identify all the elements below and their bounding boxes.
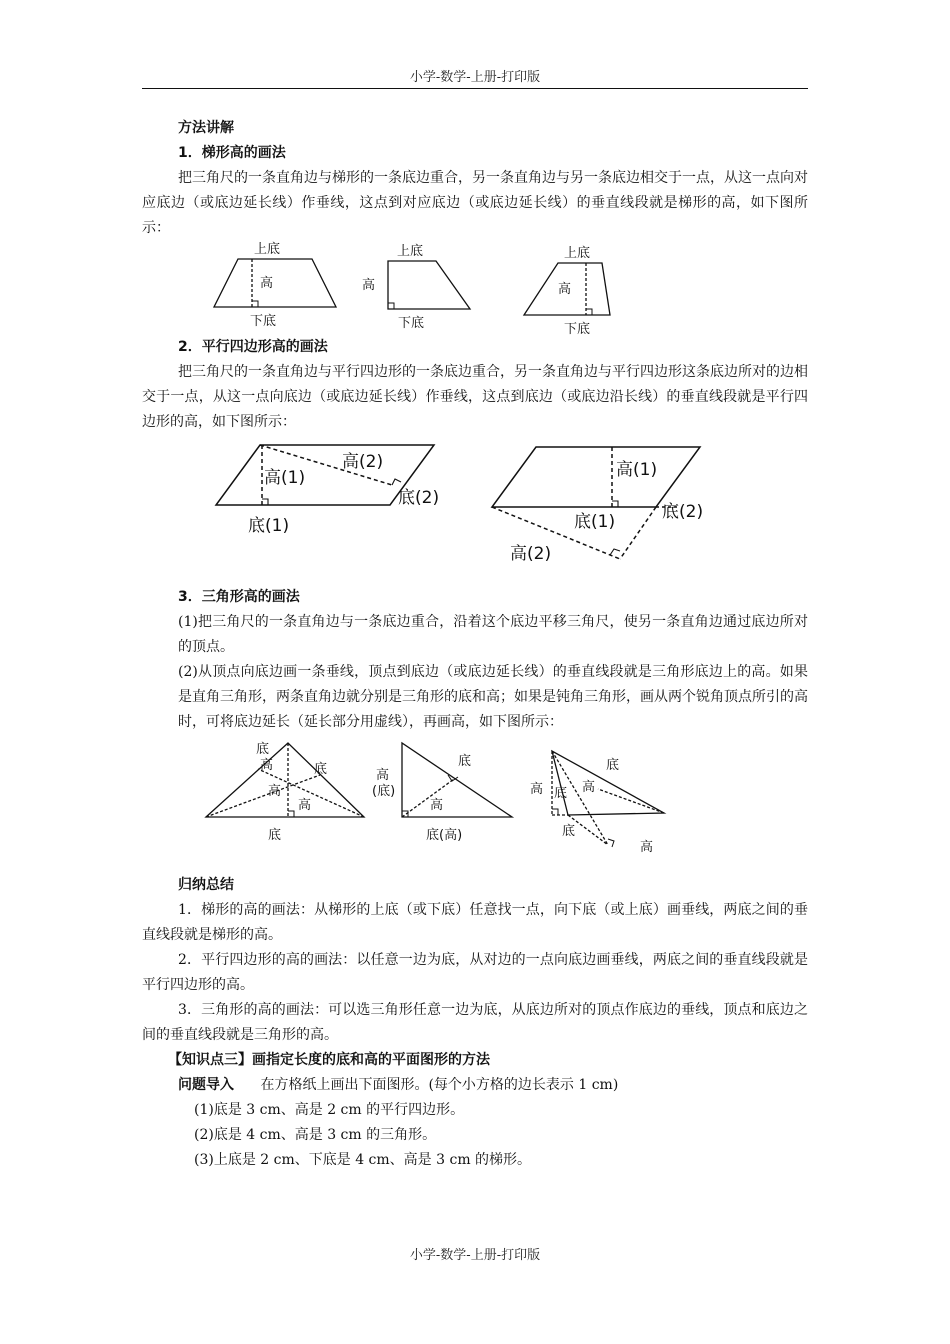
trap3-bottom-label: 下底	[564, 322, 591, 335]
tri3-base-label-left: 底	[554, 786, 568, 801]
summary-item-1: 1．梯形的高的画法：从梯形的上底（或下底）任意找一点，向下底（或上底）画垂线，两底之间的垂直线段就是梯形的高。	[142, 902, 808, 943]
triangle-step2: (2)从顶点向底边画一条垂线，顶点到底边（或底边延长线）的垂直线段就是三角形底边上的高。如果是直角三角形，两条直角边就分别是三角形的底和高；如果是钝角三角形，画从两个锐角顶点所引的高时，可将底边延长（延长部分用虚线），再画高，如下图所示：	[178, 664, 808, 730]
tri1-base-label-right: 底	[314, 762, 328, 777]
tri3-base-label-top: 底	[606, 758, 620, 773]
para1-b2-label: 底(2)	[398, 488, 440, 508]
knowledge-item-3: (3)上底是 2 cm、下底是 4 cm、高是 3 cm 的梯形。	[194, 1152, 532, 1168]
knowledge-item-1: (1)底是 3 cm、高是 2 cm 的平行四边形。	[194, 1102, 465, 1118]
tri3-height-label-bottom: 高	[640, 840, 654, 855]
page-content	[142, 116, 808, 1173]
tri2-base-height-label: 底(高)	[426, 828, 463, 843]
tri2-height-label-inner: 高	[430, 798, 444, 813]
trap1-top-label: 上底	[254, 242, 281, 257]
tri1-height-label-right: 高	[298, 798, 312, 813]
summary-item-2: 2．平行四边形的高的画法：以任意一边为底，从对边的一点向底边画垂线，两底之间的垂直线段就是平行四边形的高。	[142, 952, 808, 993]
tri3-base-label-bottom: 底	[562, 824, 576, 839]
trapezoid-2	[388, 261, 470, 309]
knowledge-intro-label: 问题导入	[178, 1077, 234, 1093]
tri1-base-label-top: 底	[256, 742, 270, 757]
page-header: 小学-数学-上册-打印版	[409, 70, 541, 85]
triangle-step1: (1)把三角尺的一条直角边与一条底边重合，沿着这个底边平移三角尺，使另一条直角边通过底边所对的顶点。	[178, 614, 808, 655]
triangle-heading: 3．三角形高的画法	[178, 589, 300, 605]
summary-item-3: 3．三角形的高的画法：可以选三角形任意一边为底，从底边所对的顶点作底边的垂线，顶点和底边之间的垂直线段就是三角形的高。	[142, 1002, 808, 1043]
tri1-height-label-mid: 高	[268, 784, 282, 799]
trap2-bottom-label: 下底	[398, 316, 425, 331]
trapezoid-heading: 1．梯形高的画法	[178, 145, 286, 161]
tri3-height-label-mid: 高	[582, 780, 596, 795]
knowledge-item-2: (2)底是 4 cm、高是 3 cm 的三角形。	[194, 1127, 437, 1143]
trap1-bottom-label: 下底	[250, 314, 277, 329]
tri2-height-label: 高	[376, 768, 390, 783]
triangle-acute	[206, 743, 364, 817]
trap1-height-label: 高	[260, 276, 274, 291]
para2-h1-label: 高(1)	[616, 460, 658, 480]
tri2-base-label: 底	[458, 754, 472, 769]
para1-h1-label: 高(1)	[264, 468, 306, 488]
knowledge-intro-text: 在方格纸上画出下面图形。(每个小方格的边长表示 1 cm)	[260, 1077, 619, 1093]
knowledge-title: 【知识点三】画指定长度的底和高的平面图形的方法	[168, 1052, 490, 1068]
page-footer: 小学-数学-上册-打印版	[409, 1248, 541, 1263]
trap3-top-label: 上底	[564, 246, 591, 261]
trap2-height-label: 高	[362, 278, 376, 293]
triangle-figure	[202, 735, 682, 873]
tri1-base-label-bottom: 底	[268, 828, 282, 843]
knowledge-intro	[142, 1073, 808, 1098]
trap3-height-label: 高	[558, 282, 572, 297]
trap2-top-label: 上底	[397, 244, 424, 259]
trapezoid-figure	[212, 241, 652, 335]
parallelogram-figure	[212, 435, 712, 585]
summary-title: 归纳总结	[178, 877, 234, 893]
trapezoid-text: 把三角尺的一条直角边与梯形的一条底边重合，另一条直角边与另一条底边相交于一点，从这一点向对应底边（或底边延长线）作垂线，这点到对应底边（或底边延长线）的垂直线段就是梯形的高，如下图所示：	[142, 170, 808, 236]
tri2-height-base-label: (底)	[372, 784, 396, 799]
para2-b1-label: 底(1)	[574, 512, 616, 532]
tri3-height-label-left: 高	[530, 782, 544, 797]
tri1-height-label-top: 高	[260, 758, 274, 773]
para2-b2-label: 底(2)	[662, 502, 704, 522]
parallelogram-text: 把三角尺的一条直角边与平行四边形的一条底边重合，另一条直角边与平行四边形这条底边所对的边相交于一点，从这一点向底边（或底边延长线）作垂线，这点到底边（或底边沿长线）的垂直线段就是平行四边形的高，如下图所示：	[142, 364, 808, 430]
triangle-right	[402, 743, 512, 817]
trapezoid-1	[214, 259, 336, 307]
para1-h2-label: 高(2)	[342, 452, 384, 472]
section-title: 方法讲解	[178, 120, 234, 136]
para1-b1-label: 底(1)	[248, 516, 290, 536]
header-rule	[142, 88, 808, 89]
para2-h2-label: 高(2)	[510, 544, 552, 564]
parallelogram-heading: 2．平行四边形高的画法	[178, 339, 328, 355]
